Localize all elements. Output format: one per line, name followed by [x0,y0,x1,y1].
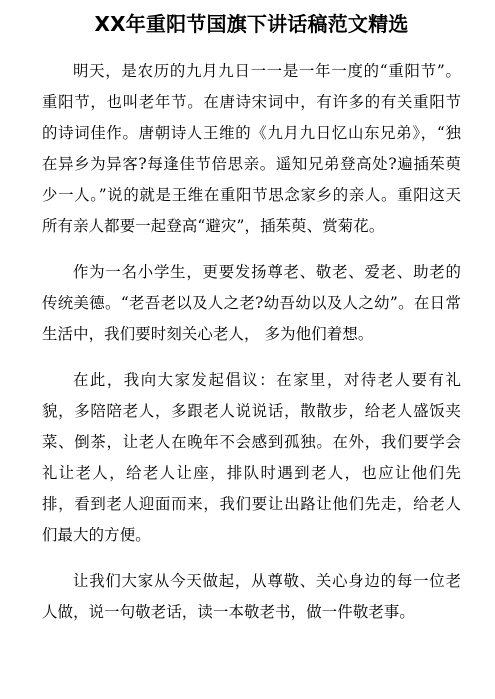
paragraph-intro: 明天，是农历的九月九日一一是一年一度的“重阳节”。重阳节，也叫老年节。在唐诗宋词中，有许多的有关重阳节的诗词佳作。唐朝诗人王维的《九月九日忆山东兄弟》，“独在异乡为异客?每逢佳节倍思亲。遥知兄弟登高处?遍插茱萸少一人。”说的就是王维在重阳节思念家乡的亲人。重阳这天所有亲人都要一起登高“避灾”，插茱萸、赏菊花。 [42,62,461,235]
paragraph-closing: 让我们大家从今天做起，从尊敬、关心身边的每一位老人做，说一句敬老话，读一本敬老书，做一件敬老事。 [42,572,461,621]
paragraph-proposal: 在此，我向大家发起倡议：在家里，对待老人要有礼貌，多陪陪老人，多跟老人说说话，散散步，给老人盛饭夹菜、倒茶，让老人在晚年不会感到孤独。在外，我们要学会礼让老人，给老人让座，排队时遇到老人，也应让他们先排，看到老人迎面而来，我们要让出路让他们先走，给老人们最大的方便。 [42,371,461,544]
paragraph-virtue: 作为一名小学生，更要发扬尊老、敬老、爱老、助老的传统美德。“老吾老以及人之老?幼吾幼以及人之幼”。在日常生活中，我们要时刻关心老人， 多为他们着想。 [42,263,461,343]
document-title: XX年重阳节国旗下讲话稿范文精选 [94,12,409,36]
